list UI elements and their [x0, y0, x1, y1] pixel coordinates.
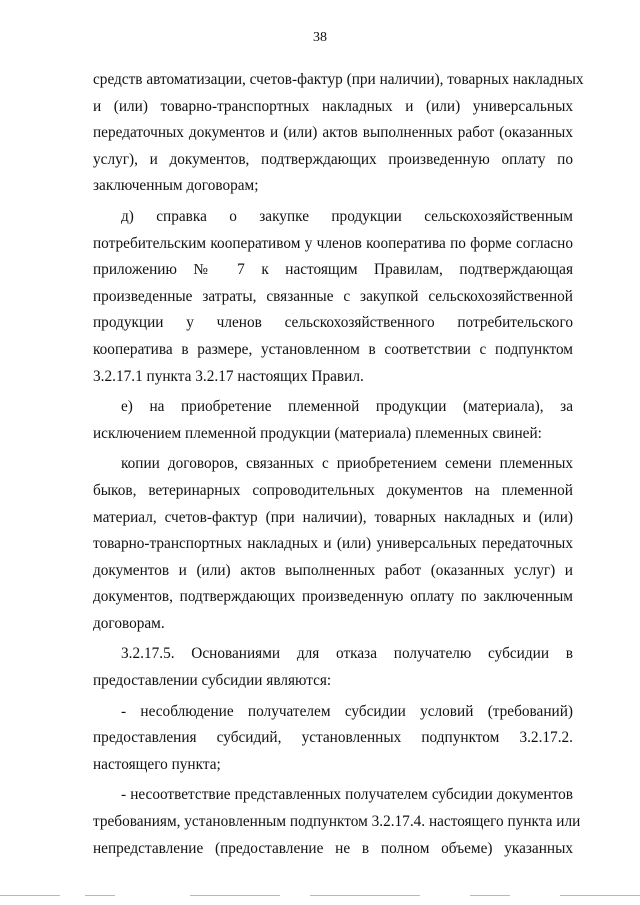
paragraph-item-e [93, 394, 573, 447]
text-line: настоящего пункта; [93, 755, 221, 773]
text-line: - несоблюдение получателем субсидии условий (требований) [121, 702, 573, 720]
text-line: договорам. [93, 614, 165, 632]
text-line: услуг), и документов, подтверждающих произведенную оплату по [93, 150, 573, 168]
text-line: кооператива в размере, установленном в соответствии с подпунктом [93, 340, 573, 358]
text-line: предоставления субсидий, установленных подпунктом 3.2.17.2. [93, 729, 573, 747]
scan-edge-mark [470, 895, 510, 896]
paragraph-non-compliance [93, 699, 573, 779]
text-line: требованиям, установленным подпунктом 3.2.17.4. настоящего пункта или [93, 813, 581, 831]
scan-edge-mark [85, 895, 115, 896]
scan-edge-mark [0, 895, 60, 896]
text-line: и (или) товарно-транспортных накладных и (или) универсальных [93, 97, 573, 115]
scan-edge-mark [310, 895, 420, 896]
text-line: исключением племенной продукции (материала) племенных свиней: [93, 424, 542, 442]
text-line: предоставлении субсидии являются: [93, 672, 332, 690]
scan-edge-mark [190, 895, 280, 896]
text-line: д) справка о закупке продукции сельскохозяйственным [121, 207, 573, 225]
scan-edge-mark [560, 895, 640, 896]
text-line: 3.2.17.5. Основаниями для отказа получателю субсидии в [121, 645, 573, 663]
document-body [93, 67, 584, 862]
text-line: - несоответствие представленных получателем субсидии документов [121, 786, 573, 804]
text-line: произведенные затраты, связанные с закупкой сельскохозяйственной [93, 287, 573, 305]
paragraph-non-conformity [93, 782, 581, 862]
text-line: документов и (или) актов выполненных работ (оказанных услуг) и [93, 561, 573, 579]
text-line: непредставление (предоставление не в полном объеме) указанных [93, 839, 573, 857]
text-line: быков, ветеринарных сопроводительных документов на племенной [93, 481, 573, 499]
page-number: 38 [313, 30, 327, 45]
text-line: заключенным договорам; [93, 177, 259, 195]
text-line: 3.2.17.1 пункта 3.2.17 настоящих Правил. [93, 367, 364, 385]
text-line: товарно-транспортных накладных и (или) универсальных передаточных [93, 535, 573, 553]
text-line: материал, счетов-фактур (при наличии), товарных накладных и (или) [93, 508, 573, 526]
text-line: продукции у членов сельскохозяйственного потребительского [93, 314, 573, 332]
text-line: потребительским кооперативом у членов кооператива по форме согласно [93, 234, 573, 252]
text-line: передаточных документов и (или) актов выполненных работ (оказанных [93, 124, 573, 142]
paragraph-item-d [93, 204, 573, 390]
paragraph-3-2-17-5 [93, 641, 573, 694]
text-line: копии договоров, связанных с приобретением семени племенных [121, 455, 573, 473]
paragraph-continuation [93, 67, 584, 200]
text-line: е) на приобретение племенной продукции (материала), за [121, 398, 573, 416]
paragraph-contract-copies [93, 451, 573, 637]
text-line: средств автоматизации, счетов-фактур (при наличии), товарных накладных [93, 71, 584, 88]
text-line: документов, подтверждающих произведенную оплату по заключенным [93, 588, 573, 606]
text-line: приложению № 7 к настоящим Правилам, подтверждающая [93, 261, 573, 279]
